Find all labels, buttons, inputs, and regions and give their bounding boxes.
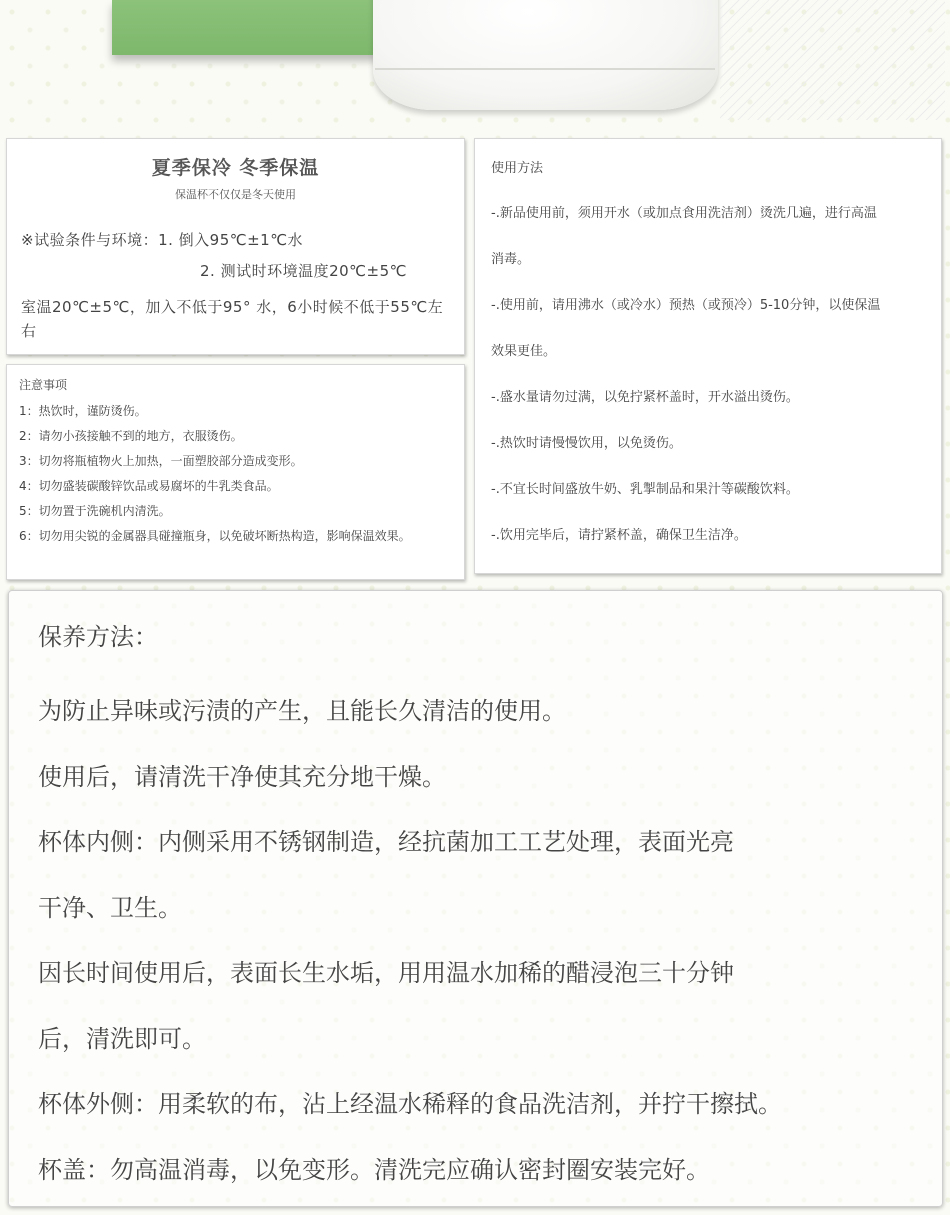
list-item: 消毒。 bbox=[491, 252, 531, 267]
list-item: -.不宜长时间盛放牛奶、乳掣制品和果汁等碳酸饮料。 bbox=[491, 482, 799, 497]
summer-winter-card bbox=[6, 138, 465, 355]
usage-title: 使用方法 bbox=[491, 161, 544, 176]
list-item: -.新品使用前，须用开水（或加点食用洗洁剂）烫洗几遍，进行高温 bbox=[491, 206, 877, 221]
list-item: 6：切勿用尖锐的金属器具碰撞瓶身，以免破坏断热构造，影响保温效果。 bbox=[19, 529, 411, 543]
care-title: 保养方法： bbox=[38, 623, 158, 651]
card-title: 夏季保冷 冬季保温 bbox=[151, 157, 320, 179]
usage-card bbox=[474, 138, 942, 574]
card-subtitle: 保温杯不仅仅是冬天使用 bbox=[175, 188, 296, 201]
list-item: 因长时间使用后，表面长生水垢，用用温水加稀的醋浸泡三十分钟 bbox=[38, 959, 734, 987]
list-item: -.盛水量请勿过满，以免拧紧杯盖时，开水溢出烫伤。 bbox=[491, 390, 799, 405]
test-result: 室温20℃±5℃，加入不低于95° 水，6小时候不低于55℃左右 bbox=[21, 298, 444, 340]
decorative-hatch bbox=[720, 0, 945, 120]
test-condition-2: 2. 测试时环境温度20℃±5℃ bbox=[200, 262, 407, 280]
list-item: 杯盖：勿高温消毒，以免变形。清洗完应确认密封圈安装完好。 bbox=[38, 1155, 710, 1184]
list-item: 2：请勿小孩接触不到的地方，衣服烫伤。 bbox=[19, 429, 243, 443]
list-item: 后，清洗即可。 bbox=[38, 1024, 206, 1053]
notice-title: 注意事项 bbox=[19, 378, 68, 392]
notice-card bbox=[6, 364, 465, 580]
usage-list bbox=[491, 191, 931, 559]
list-item: 3：切勿将瓶植物火上加热，一面塑胶部分造成变形。 bbox=[19, 454, 303, 468]
list-item: -.使用前，请用沸水（或冷水）预热（或预冷）5-10分钟，以使保温 bbox=[491, 298, 881, 313]
list-item: 5：切勿置于洗碗机内清洗。 bbox=[19, 504, 171, 518]
care-list bbox=[38, 679, 943, 1203]
list-item: 为防止异味或污渍的产生，且能长久清洁的使用。 bbox=[38, 697, 566, 725]
care-card bbox=[8, 590, 943, 1207]
green-package-image bbox=[112, 0, 380, 55]
list-item: -.饮用完毕后，请拧紧杯盖，确保卫生洁净。 bbox=[491, 528, 747, 543]
list-item: 1：热饮时，谨防烫伤。 bbox=[19, 404, 147, 418]
notice-list bbox=[19, 399, 459, 549]
list-item: 杯体外侧：用柔软的布，沾上经温水稀释的食品洗洁剂，并拧干擦拭。 bbox=[38, 1090, 782, 1118]
list-item: 使用后，请清洗干净使其充分地干燥。 bbox=[38, 762, 446, 791]
list-item: 干净、卫生。 bbox=[38, 893, 182, 922]
test-condition-1: ※试验条件与环境：1. 倒入95℃±1℃水 bbox=[21, 231, 304, 249]
list-item: 杯体内侧：内侧采用不锈钢制造，经抗菌加工工艺处理，表面光亮 bbox=[38, 828, 734, 856]
white-bottle-image bbox=[373, 0, 718, 110]
list-item: 4：切勿盛装碳酸锌饮品或易腐坏的牛乳类食品。 bbox=[19, 479, 279, 493]
list-item: -.热饮时请慢慢饮用，以免烫伤。 bbox=[491, 436, 682, 451]
product-hero bbox=[0, 0, 950, 130]
list-item: 效果更佳。 bbox=[491, 344, 557, 359]
bottle-rim bbox=[375, 68, 715, 70]
